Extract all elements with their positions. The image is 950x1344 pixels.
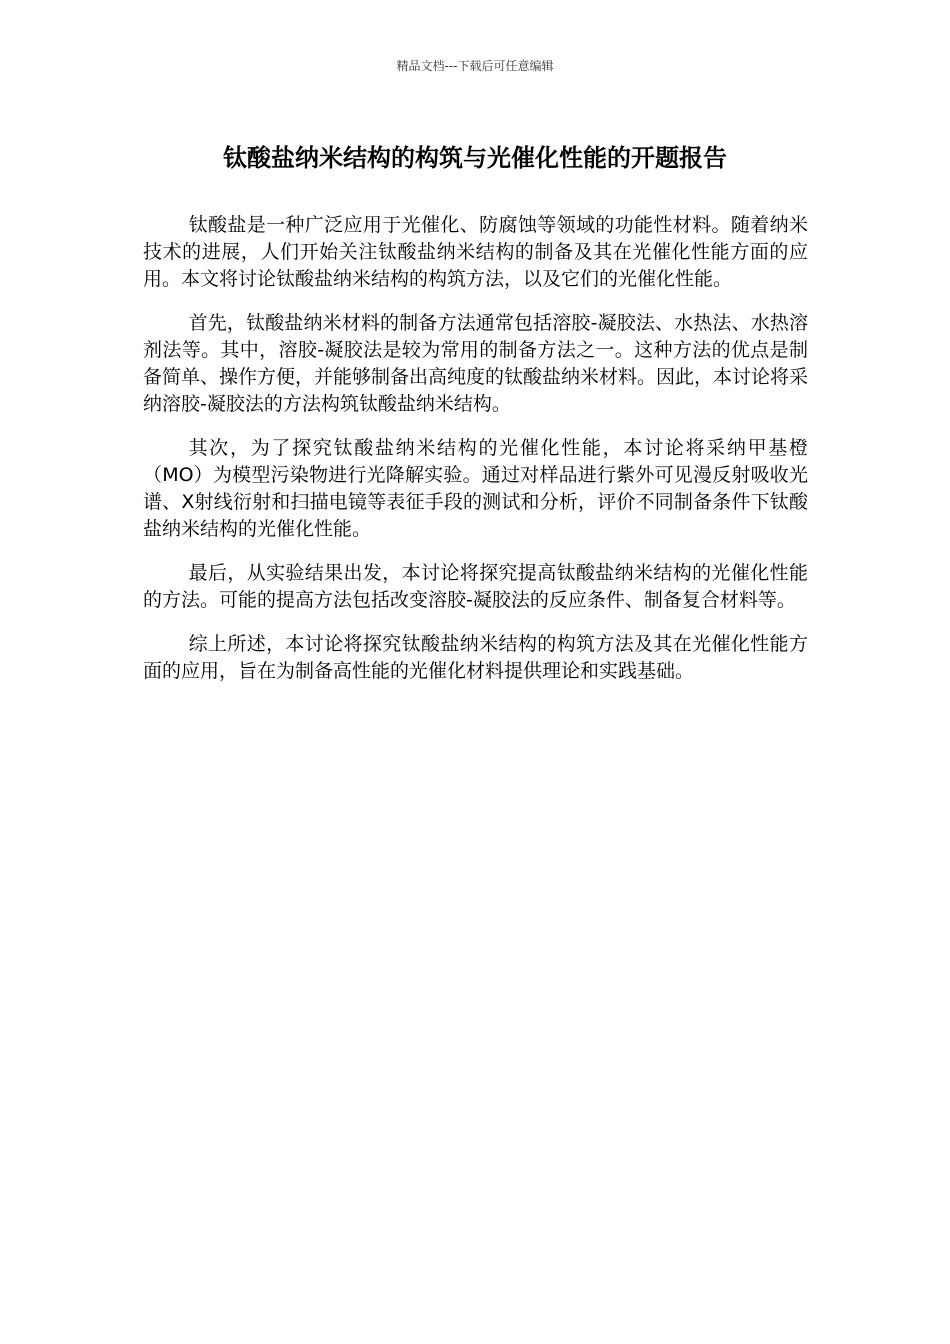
header-note: 精品文档---下载后可任意编辑 — [396, 59, 554, 73]
paragraph-3: 其次，为了探究钛酸盐纳米结构的光催化性能，本讨论将采纳甲基橙（MO）为模型污染物进行光降解实验。通过对样品进行紫外可见漫反射吸收光谱、X射线衍射和扫描电镜等表征手段的测试和分析，评价不同制备条件下钛酸盐纳米结构的光催化性能。 — [143, 437, 808, 540]
paragraph-1: 钛酸盐是一种广泛应用于光催化、防腐蚀等领域的功能性材料。随着纳米技术的进展，人们开始关注钛酸盐纳米结构的制备及其在光催化性能方面的应用。本文将讨论钛酸盐纳米结构的构筑方法，以及它们的光催化性能。 — [143, 214, 808, 290]
paragraph-2: 首先，钛酸盐纳米材料的制备方法通常包括溶胶-凝胶法、水热法、水热溶剂法等。其中，溶胶-凝胶法是较为常用的制备方法之一。这种方法的优点是制备简单、操作方便，并能够制备出高纯度的钛酸盐纳米材料。因此，本讨论将采纳溶胶-凝胶法的方法构筑钛酸盐纳米结构。 — [143, 312, 809, 415]
document-body — [143, 212, 808, 702]
document-title: 钛酸盐纳米结构的构筑与光催化性能的开题报告 — [223, 144, 727, 172]
paragraph-5: 综上所述，本讨论将探究钛酸盐纳米结构的构筑方法及其在光催化性能方面的应用，旨在为制备高性能的光催化材料提供理论和实践基础。 — [143, 633, 808, 682]
paragraph-4: 最后，从实验结果出发，本讨论将探究提高钛酸盐纳米结构的光催化性能的方法。可能的提高方法包括改变溶胶-凝胶法的反应条件、制备复合材料等。 — [143, 562, 808, 611]
